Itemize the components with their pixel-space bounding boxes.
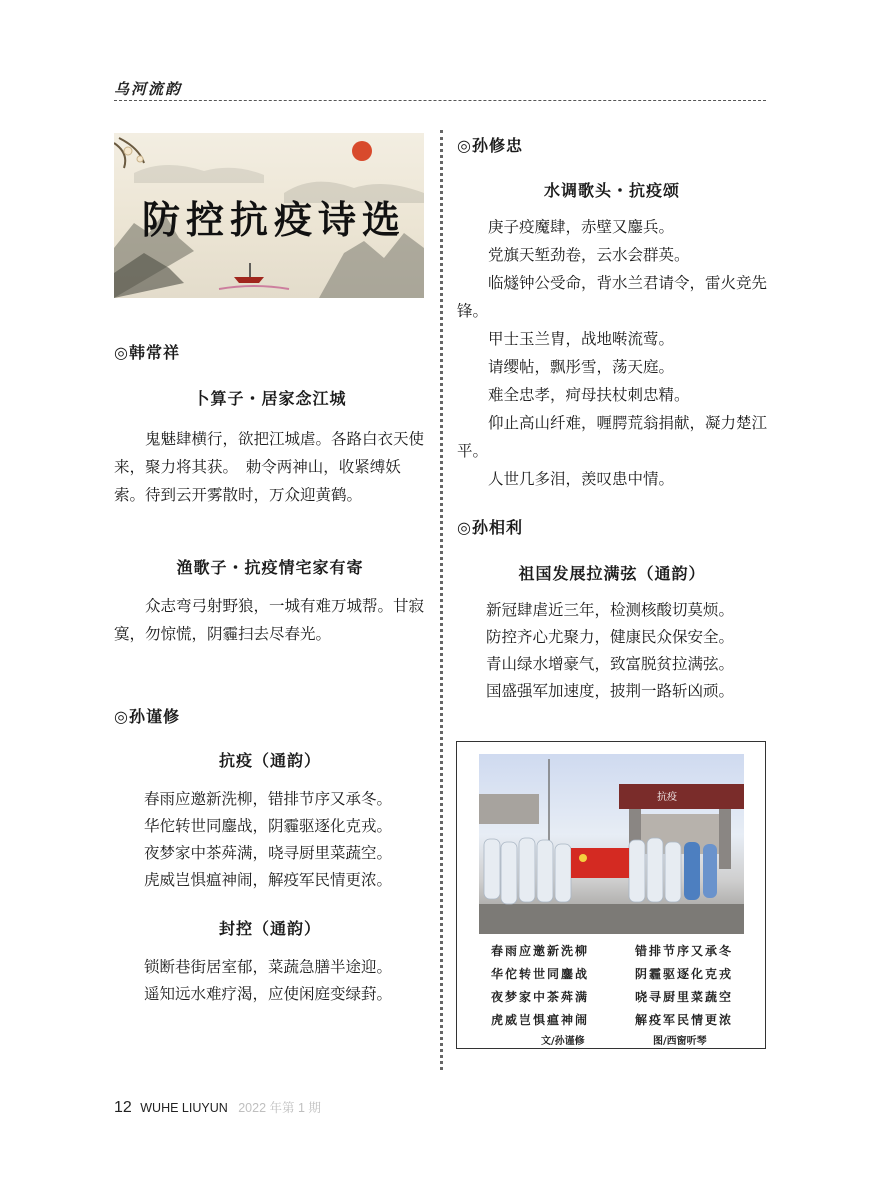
poem-title: 渔歌子・抗疫情宅家有寄 <box>176 558 364 577</box>
text-credit: 文/孙谨修 <box>541 1036 585 1047</box>
banner-title: 防控抗疫诗选 <box>142 197 407 242</box>
verse-line: 春雨应邀新洗柳，错排节序又承冬。 <box>144 790 393 808</box>
caption-row <box>477 986 747 1009</box>
poem-title: 祖国发展拉满弦（通韵） <box>518 564 706 583</box>
photo-illustration <box>479 754 744 934</box>
banner-image <box>114 133 424 298</box>
verse-line: 锁断巷街居室郁，菜蔬急膳半途迎。 <box>144 958 393 976</box>
poem-body: 众志弯弓射野狼，一城有难万城帮。甘寂寞，勿惊慌，阴霾扫去尽春光。 <box>114 597 425 643</box>
poet-name: ◎孙相利 <box>457 518 523 537</box>
photo-sign-text: 抗疫 <box>657 792 677 803</box>
poem-paragraph: 庚子疫魔肆，赤壁又鏖兵。 <box>488 218 675 236</box>
group-photo <box>479 754 744 934</box>
poet-name: ◎孙谨修 <box>114 707 180 726</box>
caption-text: 解疫军民情更浓 <box>634 1013 733 1027</box>
caption-row <box>477 1009 747 1032</box>
issue-label: 2022 年第 1 期 <box>238 1101 321 1115</box>
poet-name: ◎孙修忠 <box>457 136 523 155</box>
verse-line: 夜梦家中茶荈满，哓寻厨里菜蔬空。 <box>144 844 393 862</box>
verse-line: 虎威岂惧瘟神闹，解疫军民情更浓。 <box>144 871 393 889</box>
poet-name: ◎韩常祥 <box>114 343 180 362</box>
poem-paragraph: 请缨帖，飘彤雪，荡天庭。 <box>488 358 675 376</box>
column-divider <box>440 130 443 1070</box>
page-number: 12 <box>114 1099 132 1116</box>
caption-row <box>477 963 747 986</box>
poem-title: 封控（通韵） <box>218 919 321 938</box>
verse-line: 青山绿水增豪气，致富脱贫拉满弦。 <box>486 655 735 673</box>
verse-line: 国盛强军加速度，披荆一路斩凶顽。 <box>486 682 735 700</box>
photo-panel <box>456 741 766 1049</box>
caption-text: 哓寻厨里菜蔬空 <box>634 990 733 1004</box>
verse-line: 新冠肆虐近三年，检测核酸切莫烦。 <box>486 601 735 619</box>
caption-text: 阴霾驱逐化克戎 <box>634 967 733 981</box>
verse-line: 防控齐心尤聚力，健康民众保安全。 <box>486 628 735 646</box>
caption-row <box>477 940 747 963</box>
poem-paragraph: 党旗天堑劲卷，云水会群英。 <box>488 246 690 264</box>
poem-body: 鬼魅肆横行，欲把江城虐。各路白衣天使来，聚力将其获。 勅令两神山，收紧缚妖索。待到云开雾散时，万众迎黄鹤。 <box>114 430 425 504</box>
caption-text: 华佗转世同鏖战 <box>491 967 590 981</box>
caption-text: 错排节序又承冬 <box>634 944 733 958</box>
poem-paragraph: 人世几多泪，羡叹患中情。 <box>488 470 675 488</box>
caption-text: 虎威岂惧瘟神闹 <box>491 1013 590 1027</box>
poem-verse <box>144 954 392 1008</box>
image-credit: 图/西窗听琴 <box>653 1036 707 1047</box>
sun-decoration <box>352 141 372 161</box>
poem-paragraph: 难全忠孝，疴母扶杖刺忠精。 <box>488 386 690 404</box>
page-footer <box>114 1098 321 1117</box>
poem-title: 卜算子・居家念江城 <box>193 389 347 408</box>
poem-verse <box>144 786 392 894</box>
poem-paragraph: 甲士玉兰胄，战地啭流莺。 <box>488 330 675 348</box>
poem-title: 水调歌头・抗疫颂 <box>543 181 680 200</box>
photo-caption <box>477 940 747 1032</box>
magazine-name: WUHE LIUYUN <box>140 1101 228 1115</box>
poem-verse <box>486 597 734 705</box>
caption-text: 夜梦家中茶荈满 <box>491 990 590 1004</box>
poem-paragraph: 临燧钟公受命，背水兰君请令，雷火竞先锋。 <box>457 274 768 320</box>
verse-line: 华佗转世同鏖战，阴霾驱逐化克戎。 <box>144 817 393 835</box>
magazine-section-title: 乌河流韵 <box>114 80 183 98</box>
verse-line: 遥知远水难疗渴，应使闲庭变绿葑。 <box>144 985 393 1003</box>
header-divider <box>114 100 766 101</box>
poem-title: 抗疫（通韵） <box>218 751 321 770</box>
poem-body <box>457 213 767 493</box>
poem-paragraph: 仰止高山纤难，喱腭荒翁捐献，凝力楚江平。 <box>457 414 768 460</box>
caption-text: 春雨应邀新洗柳 <box>491 944 590 958</box>
